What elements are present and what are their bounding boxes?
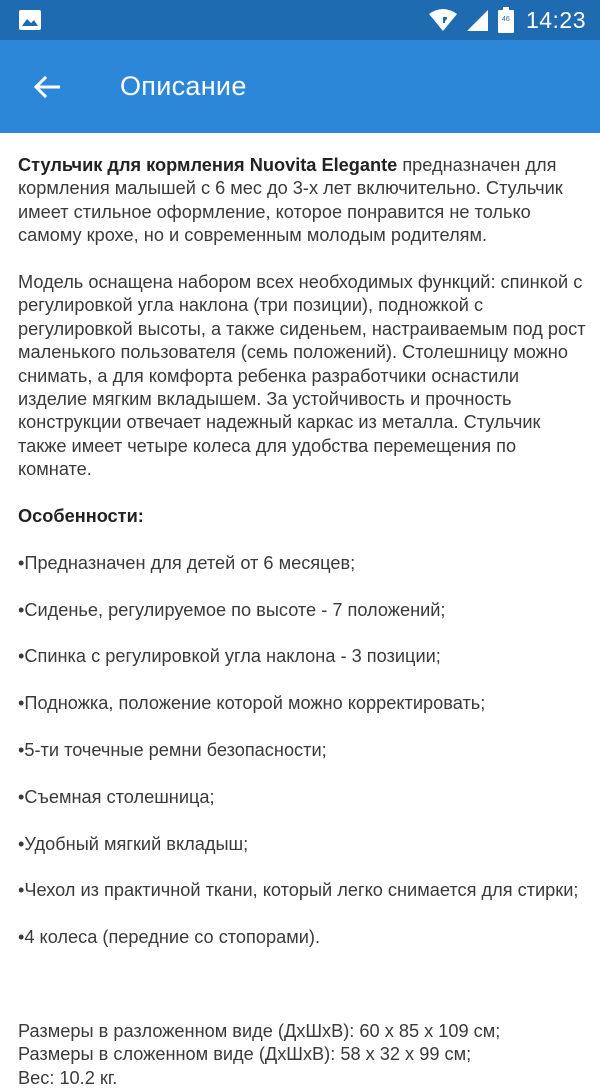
feature-item: •Удобный мягкий вкладыш; (18, 833, 249, 854)
battery-icon (498, 7, 514, 33)
feature-item: •Съемная столешница; (18, 786, 215, 807)
details-paragraph: Модель оснащена набором всех необходимых функций: спинкой с регулировкой угла наклона (три позиции), подножкой с регулировкой высоты, а также сиденьем, настраиваемым под рост маленького пользователя (семь положений). Столешницу можно снимать, а для комфорта ребенка разработчики оснастили изделие мягким вкладышем. За устойчивость и прочность конструкции отвечает надежный каркас из металла. Стульчик также имеет четыре колеса для удобства перемещения по комнате. (18, 272, 586, 480)
app-bar (0, 40, 600, 133)
feature-item: •5-ти точечные ремни безопасности; (18, 740, 327, 761)
intro-text: предназначен для кормления малышей с 6 мес до 3-х лет включительно. Стульчик имеет стильное оформление, которое понравится не только самому крохе, но и современным молодым родителям. (18, 155, 563, 246)
feature-item: •Сиденье, регулируемое по высоте - 7 положений; (18, 599, 446, 620)
cellular-signal-icon (464, 8, 490, 32)
feature-item: •Чехол из практичной ткани, который легко снимается для стирки; (18, 880, 579, 901)
arrow-left-icon (34, 76, 60, 98)
features-heading: Особенности: (18, 506, 144, 527)
dimensions-folded: Размеры в сложенном виде (ДхШхВ): 58 х 32 х 99 см; (18, 1044, 472, 1065)
description-content (18, 154, 588, 1090)
status-clock: 14:23 (525, 6, 586, 33)
wifi-icon (428, 8, 458, 32)
battery-level-label: 46 (502, 16, 510, 23)
product-name: Стульчик для кормления Nuovita Elegante (18, 155, 398, 175)
dimensions-unfolded: Размеры в разложенном виде (ДхШхВ): 60 х 85 х 109 см; (18, 1020, 501, 1041)
page-title: Описание (120, 71, 247, 101)
feature-item: •4 колеса (передние со стопорами). (18, 927, 321, 948)
back-button[interactable] (22, 62, 72, 112)
feature-item: •Предназначен для детей от 6 месяцев; (18, 552, 356, 573)
intro-paragraph (18, 154, 588, 248)
weight: Вес: 10.2 кг. (18, 1067, 118, 1088)
feature-item: •Спинка с регулировкой угла наклона - 3 позиции; (18, 646, 441, 667)
gallery-notification-icon (19, 10, 41, 30)
status-icons (428, 0, 586, 40)
feature-item: •Подножка, положение которой можно корректировать; (18, 693, 486, 714)
status-bar (0, 0, 600, 40)
